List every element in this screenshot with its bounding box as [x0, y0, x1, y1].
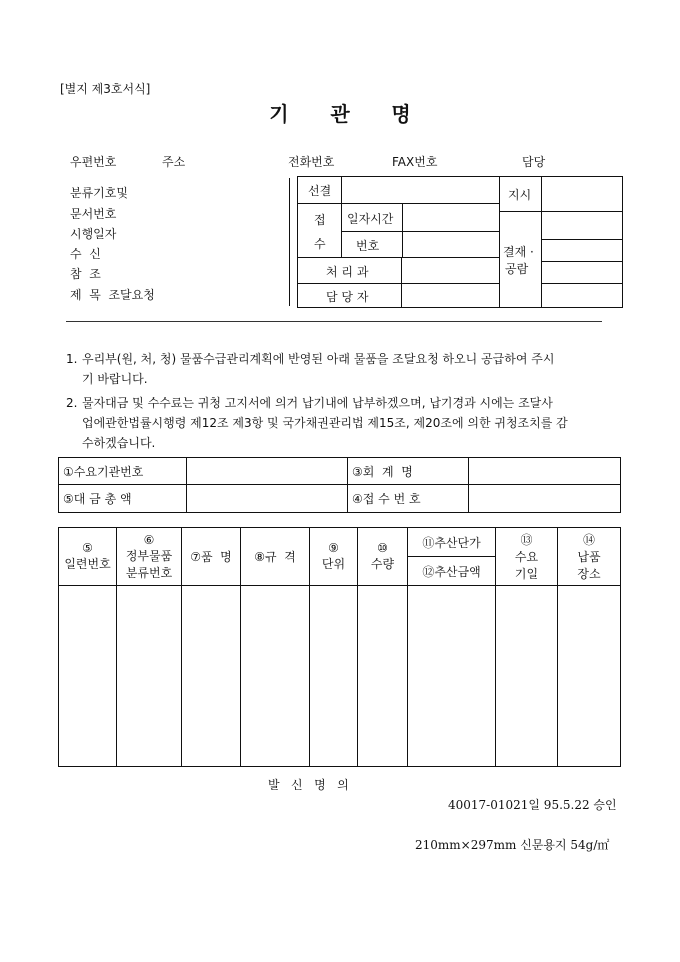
- receipt-label: 수: [314, 237, 326, 251]
- item-table: [58, 527, 621, 767]
- column-header-delivery-place: ⑭ 납품 장소: [558, 528, 621, 586]
- vertical-divider: [289, 178, 290, 306]
- table-cell[interactable]: [558, 586, 621, 767]
- table-cell[interactable]: [496, 586, 558, 767]
- person-label: 담 당 자: [326, 290, 369, 304]
- paragraph-number: 1.: [66, 352, 78, 366]
- info-cell-label: ①수요기관번호: [59, 458, 187, 485]
- approval-note: 40017-01021일 95.5.22 승인: [448, 798, 617, 812]
- info-cell-value[interactable]: [469, 485, 621, 513]
- column-header-item-name: ⑦품 명: [182, 528, 241, 586]
- info-cell-value[interactable]: [187, 458, 348, 485]
- sender-label: 발 신 명 의: [268, 778, 349, 792]
- instruction-label: 지시: [508, 188, 532, 202]
- postal-code-label: 우편번호: [70, 155, 117, 169]
- address-label: 주소: [162, 155, 186, 169]
- separator-line: [66, 321, 602, 322]
- column-header-serial: ⑤ 일련번호: [59, 528, 117, 586]
- table-cell[interactable]: [59, 586, 117, 767]
- info-cell-value[interactable]: [469, 458, 621, 485]
- table-cell[interactable]: [310, 586, 358, 767]
- column-header-demand-date: ⑬ 수요 기일: [496, 528, 558, 586]
- approval-label: 공람: [505, 262, 529, 276]
- contact-label: 담당: [522, 155, 546, 169]
- page-title: 기 관 명: [269, 102, 411, 126]
- table-cell[interactable]: [182, 586, 241, 767]
- info-cell-value[interactable]: [187, 485, 348, 513]
- table-cell[interactable]: [117, 586, 182, 767]
- info-cell-label: ③회 계 명: [348, 458, 469, 485]
- approval-label: 결재 ·: [503, 245, 534, 259]
- info-table: [58, 457, 621, 513]
- paragraph-line: 우리부(원, 처, 청) 물품수급관리계획에 반영된 아래 물품을 조달요청 하오니 공급하여 주시: [82, 352, 555, 366]
- form-label: [별지 제3호서식]: [60, 82, 151, 96]
- column-header-unit: ⑨ 단위: [310, 528, 358, 586]
- paragraph-line: 수하겠습니다.: [82, 436, 156, 450]
- left-field: 시행일자: [70, 227, 117, 241]
- paper-spec: 210mm×297mm 신문용지 54g/㎡: [415, 838, 610, 852]
- left-field: 문서번호: [70, 207, 117, 221]
- left-field: 참 조: [70, 267, 101, 281]
- fax-label: FAX번호: [392, 155, 438, 169]
- paragraph-line: 업에관한법률시행령 제12조 제3항 및 국가채권관리법 제15조, 제20조에 의한 귀청조치를 감: [82, 416, 568, 430]
- paragraph-line: 기 바랍니다.: [82, 372, 148, 386]
- column-header-est-amount: ⑫추산금액: [408, 557, 496, 586]
- column-header-classification: ⑥ 정부물품 분류번호: [117, 528, 182, 586]
- left-field: 제 목 조달요청: [70, 288, 155, 302]
- line-label: 선결: [308, 184, 332, 198]
- column-header-quantity: ⑩ 수량: [358, 528, 408, 586]
- column-header-est-unit-price: ⑪추산단가: [408, 528, 496, 557]
- column-header-spec: ⑧규 격: [241, 528, 310, 586]
- left-field: 분류기호및: [70, 186, 128, 200]
- paragraph-number: 2.: [66, 396, 78, 410]
- number-label: 번호: [356, 239, 380, 253]
- info-cell-label: ⑤대 금 총 액: [59, 485, 187, 513]
- datetime-label: 일자시간: [347, 212, 394, 226]
- phone-label: 전화번호: [288, 155, 335, 169]
- table-cell[interactable]: [358, 586, 408, 767]
- table-cell[interactable]: [241, 586, 310, 767]
- dept-label: 처 리 과: [326, 265, 369, 279]
- table-cell[interactable]: [408, 586, 496, 767]
- info-cell-label: ④접 수 번 호: [348, 485, 469, 513]
- receipt-label: 접: [314, 213, 326, 227]
- paragraph-line: 물자대금 및 수수료는 귀청 고지서에 의거 납기내에 납부하겠으며, 납기경과 시에는 조달사: [82, 396, 553, 410]
- left-field: 수 신: [70, 247, 101, 261]
- routing-box: [297, 176, 623, 308]
